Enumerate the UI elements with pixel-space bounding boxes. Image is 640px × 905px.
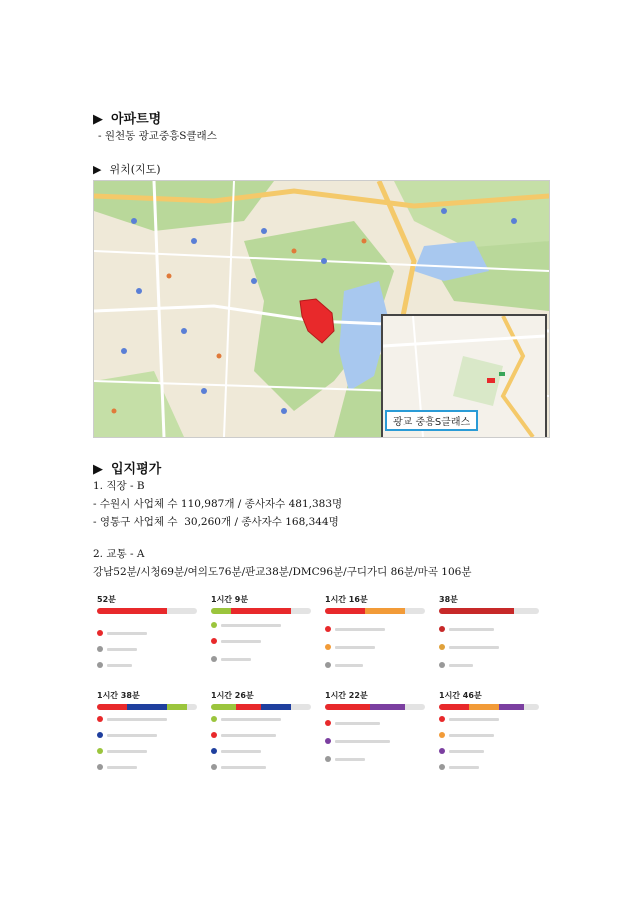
- line-marker-icon: [439, 644, 445, 650]
- walk-icon: [325, 662, 331, 668]
- transit-routes-panel: [93, 586, 548, 776]
- route-detail: [335, 646, 375, 649]
- route-detail: [107, 734, 157, 737]
- route-detail: [221, 624, 281, 627]
- line-marker-icon: [439, 626, 445, 632]
- route-time: 1시간 22분: [325, 691, 368, 700]
- route-bar: [97, 608, 197, 614]
- route-time: 38분: [439, 595, 458, 604]
- line-marker-icon: [211, 748, 217, 754]
- location-map: [93, 180, 550, 438]
- line-marker-icon: [325, 738, 331, 744]
- route-card: [435, 586, 547, 678]
- route-detail: [221, 640, 261, 643]
- job-line-suwon: - 수원시 사업체 수 110,987개 / 종사자수 481,383명: [93, 498, 343, 510]
- route-detail: [335, 722, 380, 725]
- apartment-heading: [93, 108, 161, 127]
- route-bar: [439, 608, 539, 614]
- inset-label: 광교 중흥S클래스: [385, 410, 478, 431]
- line-marker-icon: [325, 644, 331, 650]
- route-detail: [107, 632, 147, 635]
- walk-icon: [211, 656, 217, 662]
- line-marker-icon: [439, 748, 445, 754]
- inset-map: [381, 314, 547, 438]
- route-bar: [439, 704, 539, 710]
- route-card: [93, 586, 205, 678]
- route-time: 1시간 26분: [211, 691, 254, 700]
- route-detail: [449, 646, 499, 649]
- route-detail: [449, 750, 484, 753]
- route-detail: [449, 664, 473, 667]
- line-marker-icon: [211, 716, 217, 722]
- route-detail: [449, 718, 499, 721]
- location-heading-text: 위치(지도): [109, 163, 161, 176]
- triangle-bullet-icon: ▶: [93, 163, 102, 176]
- route-card: [321, 586, 433, 678]
- route-bar: [97, 704, 197, 710]
- route-detail: [335, 628, 385, 631]
- line-marker-icon: [211, 732, 217, 738]
- line-marker-icon: [97, 732, 103, 738]
- route-time: 1시간 16분: [325, 595, 368, 604]
- line-marker-icon: [97, 630, 103, 636]
- location-heading: [93, 161, 161, 177]
- route-bar: [325, 704, 425, 710]
- job-line-yeongtong: - 영통구 사업체 수 30,260개 / 종사자수 168,344명: [93, 516, 339, 528]
- route-card: [207, 682, 319, 774]
- line-marker-icon: [325, 720, 331, 726]
- route-detail: [449, 734, 494, 737]
- apartment-heading-text: 아파트명: [111, 112, 162, 127]
- line-marker-icon: [97, 748, 103, 754]
- transport-title: 2. 교통 - A: [93, 548, 145, 560]
- route-detail: [335, 740, 390, 743]
- walk-icon: [439, 662, 445, 668]
- route-detail: [221, 734, 276, 737]
- route-detail: [335, 758, 365, 761]
- line-marker-icon: [439, 716, 445, 722]
- route-detail: [449, 628, 494, 631]
- route-detail: [221, 750, 261, 753]
- route-card: [435, 682, 547, 774]
- line-marker-icon: [211, 622, 217, 628]
- route-detail: [221, 766, 266, 769]
- triangle-bullet-icon: ▶: [93, 112, 103, 127]
- route-detail: [335, 664, 363, 667]
- walk-icon: [97, 662, 103, 668]
- line-marker-icon: [97, 716, 103, 722]
- route-time: 1시간 38분: [97, 691, 140, 700]
- line-marker-icon: [439, 732, 445, 738]
- walk-icon: [211, 764, 217, 770]
- route-detail: [221, 718, 281, 721]
- route-bar: [211, 608, 311, 614]
- walk-icon: [97, 764, 103, 770]
- route-time: 1시간 9분: [211, 595, 249, 604]
- triangle-bullet-icon: ▶: [93, 462, 103, 477]
- evaluation-heading: [93, 458, 161, 477]
- route-bar: [211, 704, 311, 710]
- apartment-name: - 원천동 광교중흥S클래스: [98, 130, 217, 142]
- route-detail: [107, 664, 132, 667]
- line-marker-icon: [211, 638, 217, 644]
- route-time: 52분: [97, 595, 116, 604]
- route-time: 1시간 46분: [439, 691, 482, 700]
- line-marker-icon: [325, 626, 331, 632]
- route-card: [321, 682, 433, 774]
- walk-icon: [97, 646, 103, 652]
- route-detail: [107, 766, 137, 769]
- walk-icon: [325, 756, 331, 762]
- route-detail: [449, 766, 479, 769]
- route-card: [207, 586, 319, 678]
- walk-icon: [439, 764, 445, 770]
- job-title: 1. 직장 - B: [93, 480, 145, 492]
- route-card: [93, 682, 205, 774]
- route-detail: [107, 750, 147, 753]
- transport-summary: 강남52분/시청69분/여의도76분/판교38분/DMC96분/구디가디 86분/마곡 106분: [93, 566, 472, 578]
- route-detail: [107, 718, 167, 721]
- route-detail: [221, 658, 251, 661]
- route-bar: [325, 608, 425, 614]
- route-detail: [107, 648, 137, 651]
- evaluation-heading-text: 입지평가: [111, 462, 162, 477]
